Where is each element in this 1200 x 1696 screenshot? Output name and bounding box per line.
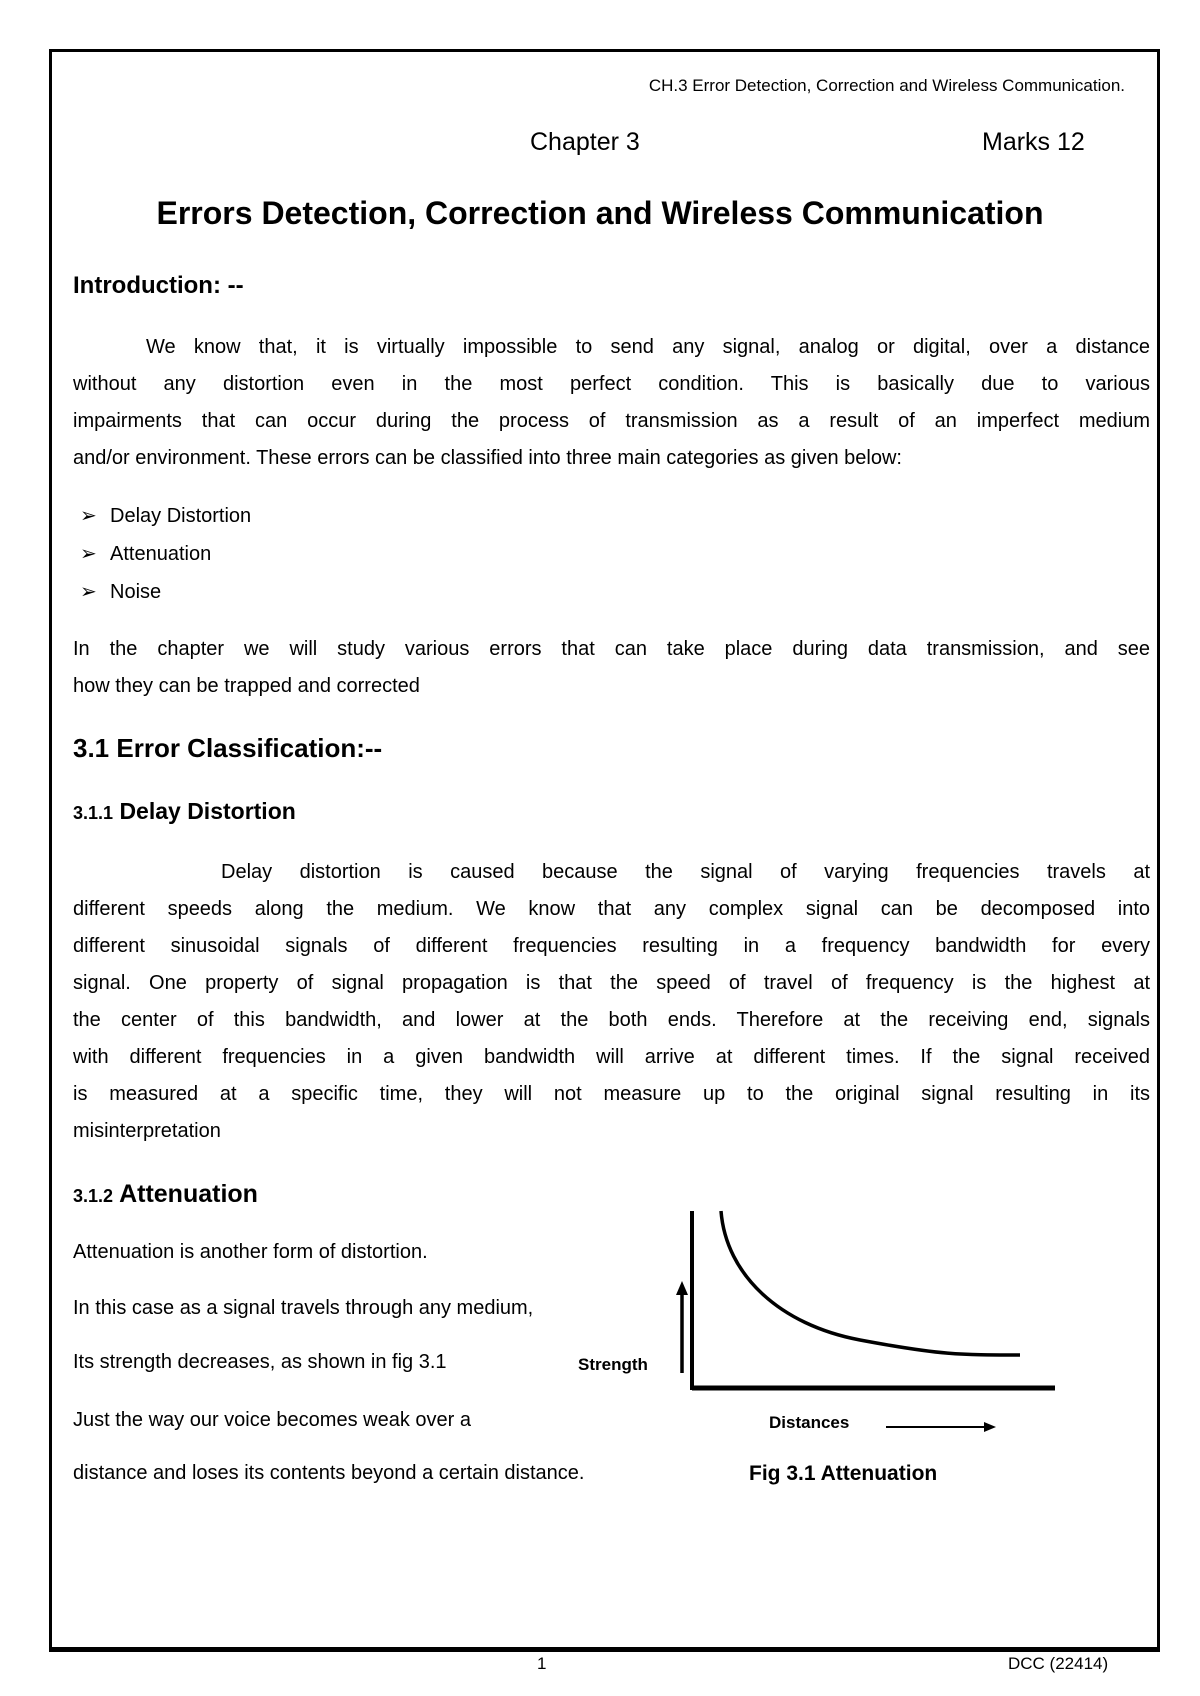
list-item: ➢ Delay Distortion bbox=[80, 505, 252, 527]
x-axis-label: Distances bbox=[769, 1413, 850, 1432]
intro-line: In the chapter we will study various errors that can take place during data transmission, and see bbox=[73, 638, 1150, 660]
page-title: Errors Detection, Correction and Wireless Communication bbox=[156, 195, 1044, 231]
arrowhead-bullet-icon: ➢ bbox=[80, 505, 97, 527]
paragraph-line: with different frequencies in a given bandwidth will arrive at different times. If the signal received bbox=[73, 1046, 1150, 1068]
paragraph-line: distance and loses its contents beyond a certain distance. bbox=[73, 1462, 585, 1484]
intro-line: and/or environment. These errors can be classified into three main categories as given below: bbox=[73, 447, 902, 469]
paragraph-line: Its strength decreases, as shown in fig 3.1 bbox=[73, 1351, 447, 1373]
figure-caption: Fig 3.1 Attenuation bbox=[749, 1462, 938, 1485]
intro-line: without any distortion even in the most perfect condition. This is basically due to various bbox=[73, 373, 1150, 395]
paragraph-line: Attenuation is another form of distortion. bbox=[73, 1241, 428, 1263]
y-axis-label: Strength bbox=[578, 1355, 648, 1374]
running-header: CH.3 Error Detection, Correction and Wireless Communication. bbox=[648, 76, 1125, 95]
paragraph-line: signal. One property of signal propagation is that the speed of travel of frequency is the highest at bbox=[73, 972, 1150, 994]
attenuation-curve bbox=[721, 1211, 1020, 1355]
intro-line: We know that, it is virtually impossible to send any signal, analog or digital, over a distance bbox=[146, 336, 1150, 358]
course-code: DCC (22414) bbox=[1008, 1654, 1109, 1673]
paragraph-line: the center of this bandwidth, and lower at the both ends. Therefore at the receiving end, signals bbox=[73, 1009, 1150, 1031]
chapter-label: Chapter 3 bbox=[530, 128, 640, 156]
paragraph-line: is measured at a specific time, they will not measure up to the original signal resulting in its bbox=[73, 1083, 1150, 1105]
list-item: ➢ Attenuation bbox=[80, 543, 212, 565]
strength-arrowhead-icon bbox=[676, 1281, 688, 1295]
intro-line: impairments that can occur during the process of transmission as a result of an imperfect medium bbox=[73, 410, 1150, 432]
marks-label: Marks 12 bbox=[982, 128, 1085, 156]
paragraph-line: In this case as a signal travels through any medium, bbox=[73, 1297, 534, 1319]
intro-heading: Introduction: -- bbox=[73, 272, 244, 299]
list-item: ➢ Noise bbox=[80, 581, 162, 603]
paragraph-line: misinterpretation bbox=[73, 1120, 221, 1142]
subsection-heading: 3.1.1 Delay Distortion bbox=[73, 798, 296, 824]
page-number: 1 bbox=[537, 1654, 547, 1673]
subsection-heading: 3.1.2 Attenuation bbox=[73, 1180, 258, 1208]
section-heading: 3.1 Error Classification:-- bbox=[73, 733, 383, 763]
distance-arrowhead-icon bbox=[984, 1422, 996, 1432]
paragraph-line: Just the way our voice becomes weak over a bbox=[73, 1409, 471, 1431]
attenuation-figure bbox=[660, 1195, 1060, 1455]
paragraph-line: different sinusoidal signals of different frequencies resulting in a frequency bandwidth for every bbox=[73, 935, 1150, 957]
arrowhead-bullet-icon: ➢ bbox=[80, 581, 97, 603]
paragraph-line: Delay distortion is caused because the signal of varying frequencies travels at bbox=[221, 861, 1150, 883]
arrowhead-bullet-icon: ➢ bbox=[80, 543, 97, 565]
intro-line: how they can be trapped and corrected bbox=[73, 675, 420, 697]
paragraph-line: different speeds along the medium. We know that any complex signal can be decomposed into bbox=[73, 898, 1150, 920]
